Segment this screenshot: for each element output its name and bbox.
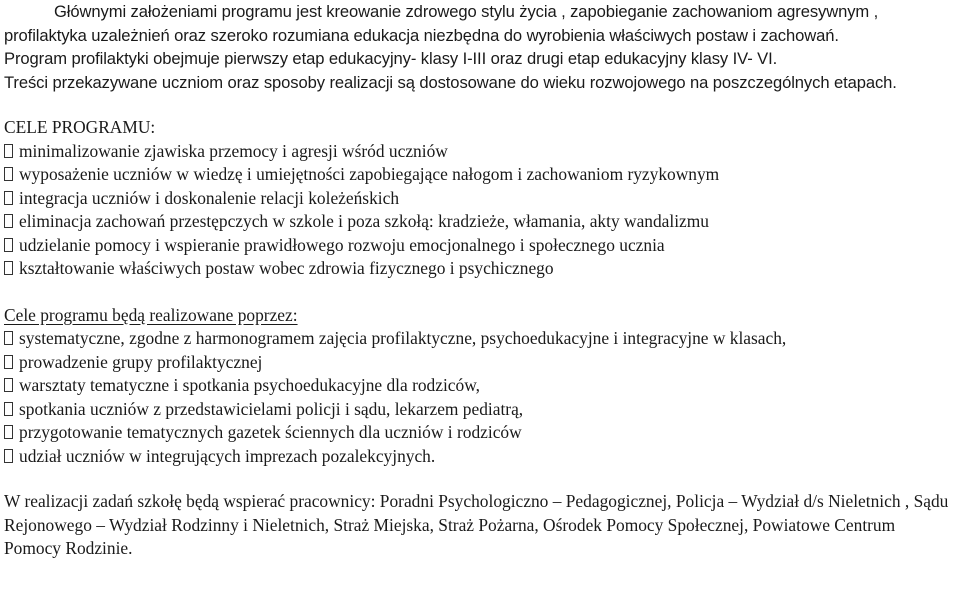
list-item [4,398,956,422]
list-item-text: systematyczne, zgodne z harmonogramem zajęcia profilaktyczne, psychoedukacyjne i integracyjne w klasach, [19,328,787,348]
bullet-box-icon [4,191,13,205]
bullet-box-icon [4,449,13,463]
list-item [4,327,956,351]
bullet-box-icon [4,261,13,275]
methods-heading: Cele programu będą realizowane poprzez: [4,304,298,325]
bullet-box-icon [4,425,13,439]
list-item [4,234,956,258]
list-item-text: udział uczniów w integrujących imprezach pozalekcyjnych. [19,445,436,466]
list-item [4,163,956,187]
spacer [4,468,956,490]
document-page [4,0,956,561]
list-item [4,445,956,469]
list-item-text: minimalizowanie zjawiska przemocy i agresji wśród uczniów [19,140,448,161]
list-item [4,187,956,211]
intro-paragraph-1: Głównymi założeniami programu jest kreowanie zdrowego stylu życia , zapobieganie zachowaniom agresywnym , profilaktyka uzależnień oraz szeroko rozumiana edukacja niezbędna do wyrobienia właściwych postaw i zachowań. [4,2,879,45]
bullet-box-icon [4,402,13,416]
list-item-text: wyposażenie uczniów w wiedzę i umiejętności zapobiegające nałogom i zachowaniom ryzykownym [19,164,720,184]
bullet-box-icon [4,167,13,181]
list-item [4,257,956,281]
list-item-text: przygotowanie tematycznych gazetek ściennych dla uczniów i rodziców [19,422,522,442]
list-item [4,351,956,375]
bullet-box-icon [4,238,13,252]
bullet-box-icon [4,355,13,369]
methods-list [4,327,956,468]
list-item-text: prowadzenie grupy profilaktycznej [19,351,263,372]
closing-paragraph: W realizacji zadań szkołę będą wspierać pracownicy: Poradni Psychologiczno – Pedagogicznej, Policja – Wydział d/s Nieletnich , Sądu Rejonowego – Wydział Rodzinny i Nieletnich, Straż Miejska, Straż Pożarna, Ośrodek Pomocy Społecznej, Powiatowe Centrum Pomocy Rodzinie. [4,491,949,558]
bullet-box-icon [4,144,13,158]
bullet-box-icon [4,214,13,228]
list-item-text: integracja uczniów i doskonalenie relacji koleżeńskich [19,187,400,208]
list-item [4,374,956,398]
bullet-box-icon [4,378,13,392]
list-item [4,210,956,234]
spacer [4,94,956,116]
bullet-box-icon [4,331,13,345]
list-item-text: warsztaty tematyczne i spotkania psychoedukacyjne dla rodziców, [19,375,480,395]
list-item [4,140,956,164]
spacer [4,281,956,304]
intro-paragraph-2: Program profilaktyki obejmuje pierwszy etap edukacyjny- klasy I-III oraz drugi etap edukacyjny klasy IV- VI. [4,49,778,68]
goals-heading: CELE PROGRAMU: [4,117,156,137]
list-item [4,421,956,445]
goals-list [4,140,956,281]
list-item-text: udzielanie pomocy i wspieranie prawidłowego rozwoju emocjonalnego i społecznego ucznia [19,234,665,255]
list-item-text: eliminacja zachowań przestępczych w szkole i poza szkołą: kradzieże, włamania, akty wandalizmu [19,211,709,231]
intro-paragraph-3: Treści przekazywane uczniom oraz sposoby realizacji są dostosowane do wieku rozwojowego na poszczególnych etapach. [4,72,897,92]
list-item-text: kształtowanie właściwych postaw wobec zdrowia fizycznego i psychicznego [19,258,554,278]
list-item-text: spotkania uczniów z przedstawicielami policji i sądu, lekarzem pediatrą, [19,398,524,419]
